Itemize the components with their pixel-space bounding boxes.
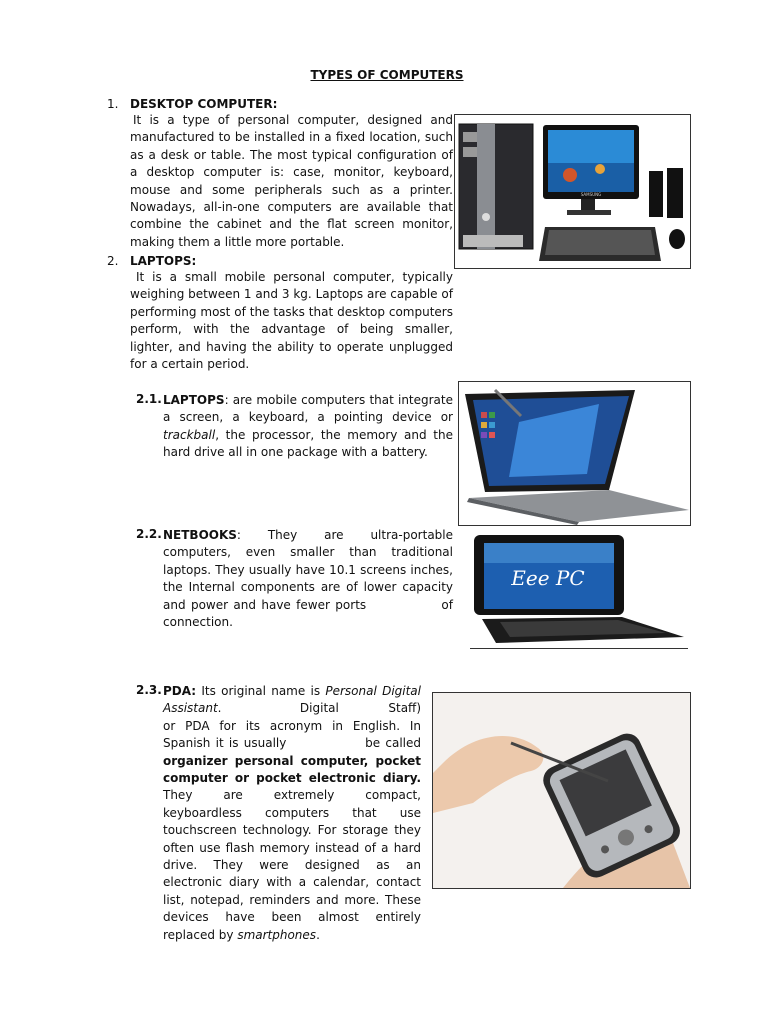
netbook-image-border [470,648,688,649]
subsection-2-3-text-e: or PDA for its acronym in English. In Spanish it is usually [163,718,421,751]
netbook-image [470,529,688,649]
subsection-2-3-text-a: Its original name is [201,684,326,698]
desktop-brand-label: SAMSUNG [580,192,602,197]
subsection-2-1-italic: trackball [163,427,216,442]
subsection-2-2-text-c: of [441,597,453,612]
section-2-number: 2. [107,254,119,268]
subsection-2-2-heading: NETBOOKS [163,528,237,542]
section-2-heading: LAPTOPS: [130,254,197,268]
section-2-body: It is a small mobile personal computer, typically weighing between 1 and 3 kg. Laptops are capable of performing most of the tasks that desktop computers perform, with the advantage of being smaller, lighter, and having the ability to operate unplugged for a certain period. [130,270,453,372]
subsection-2-1-text-a: : are mobile computers that integrate a screen, a keyboard, a pointing device or [163,393,453,425]
subsection-2-3-body [163,683,421,944]
section-1-heading: DESKTOP COMPUTER: [130,97,278,111]
subsection-2-3-text-i: . [316,927,320,942]
laptop-image [458,381,691,526]
netbook-screen-logo: Eee PC [511,566,585,590]
pda-illustration [433,693,690,888]
subsection-2-3-italic-b: smartphones [237,927,317,942]
subsection-2-3-text-f: be called [365,736,422,751]
subsection-2-3-text-c: Digital [299,701,339,716]
subsection-2-2-body [163,527,453,631]
subsection-2-3-text-d: Staff) [388,701,421,716]
subsection-2-3-text-g: They are extremely compact, keyboardless computers that use touchscreen technology. For storage they often use flash memory instead of a hard drive. They were designed as an electronic diary with a calendar, contact list, notepad, reminders and more. [163,788,421,907]
subsection-2-3-text-b: . [217,701,222,716]
subsection-2-1-number: 2.1. [136,392,162,406]
subsection-2-1-body [163,392,453,462]
laptop-illustration [459,382,690,525]
subsection-2-1-text-b: , the processor, the memory and the hard drive all in one package with a battery. [163,427,453,460]
subsection-2-3-heading: PDA: [163,684,197,698]
subsection-2-3-bold: organizer personal computer, pocket computer or pocket electronic diary. [163,753,421,786]
subsection-2-2-number: 2.2. [136,527,162,541]
section-1-body: It is a type of personal computer, designed and manufactured to be installed in a fixed location, such as a desk or table. The most typical configuration of a desktop computer is: case, monitor, keyboard, mouse and some peripherals such as a printer. Nowadays, all-in-one computers are available that combine the cabinet and the flat screen monitor, making them a little more portable. [130,113,453,249]
subsection-2-3-text-h: These devices have been almost entirely replaced by [163,892,421,942]
subsection-2-3-italic-a: Personal Digital Assistant [163,684,421,716]
netbook-illustration [470,529,688,649]
pda-image [432,692,691,889]
subsection-2-2-text-d: connection. [163,615,233,630]
subsection-2-3-number: 2.3. [136,683,162,697]
subsection-2-1-heading: LAPTOPS [163,393,225,407]
page-title: TYPES OF COMPUTERS [310,68,464,82]
desktop-computer-illustration [455,115,690,268]
subsection-2-2-text-a: : They are ultra-portable computers, even smaller than traditional laptops. They usually have 10.1 screens [163,528,453,577]
section-1-number: 1. [107,97,119,111]
subsection-2-2-text-b: inches, the Internal components are of lower capacity and power and have fewer ports [163,562,453,612]
desktop-computer-image [454,114,691,269]
